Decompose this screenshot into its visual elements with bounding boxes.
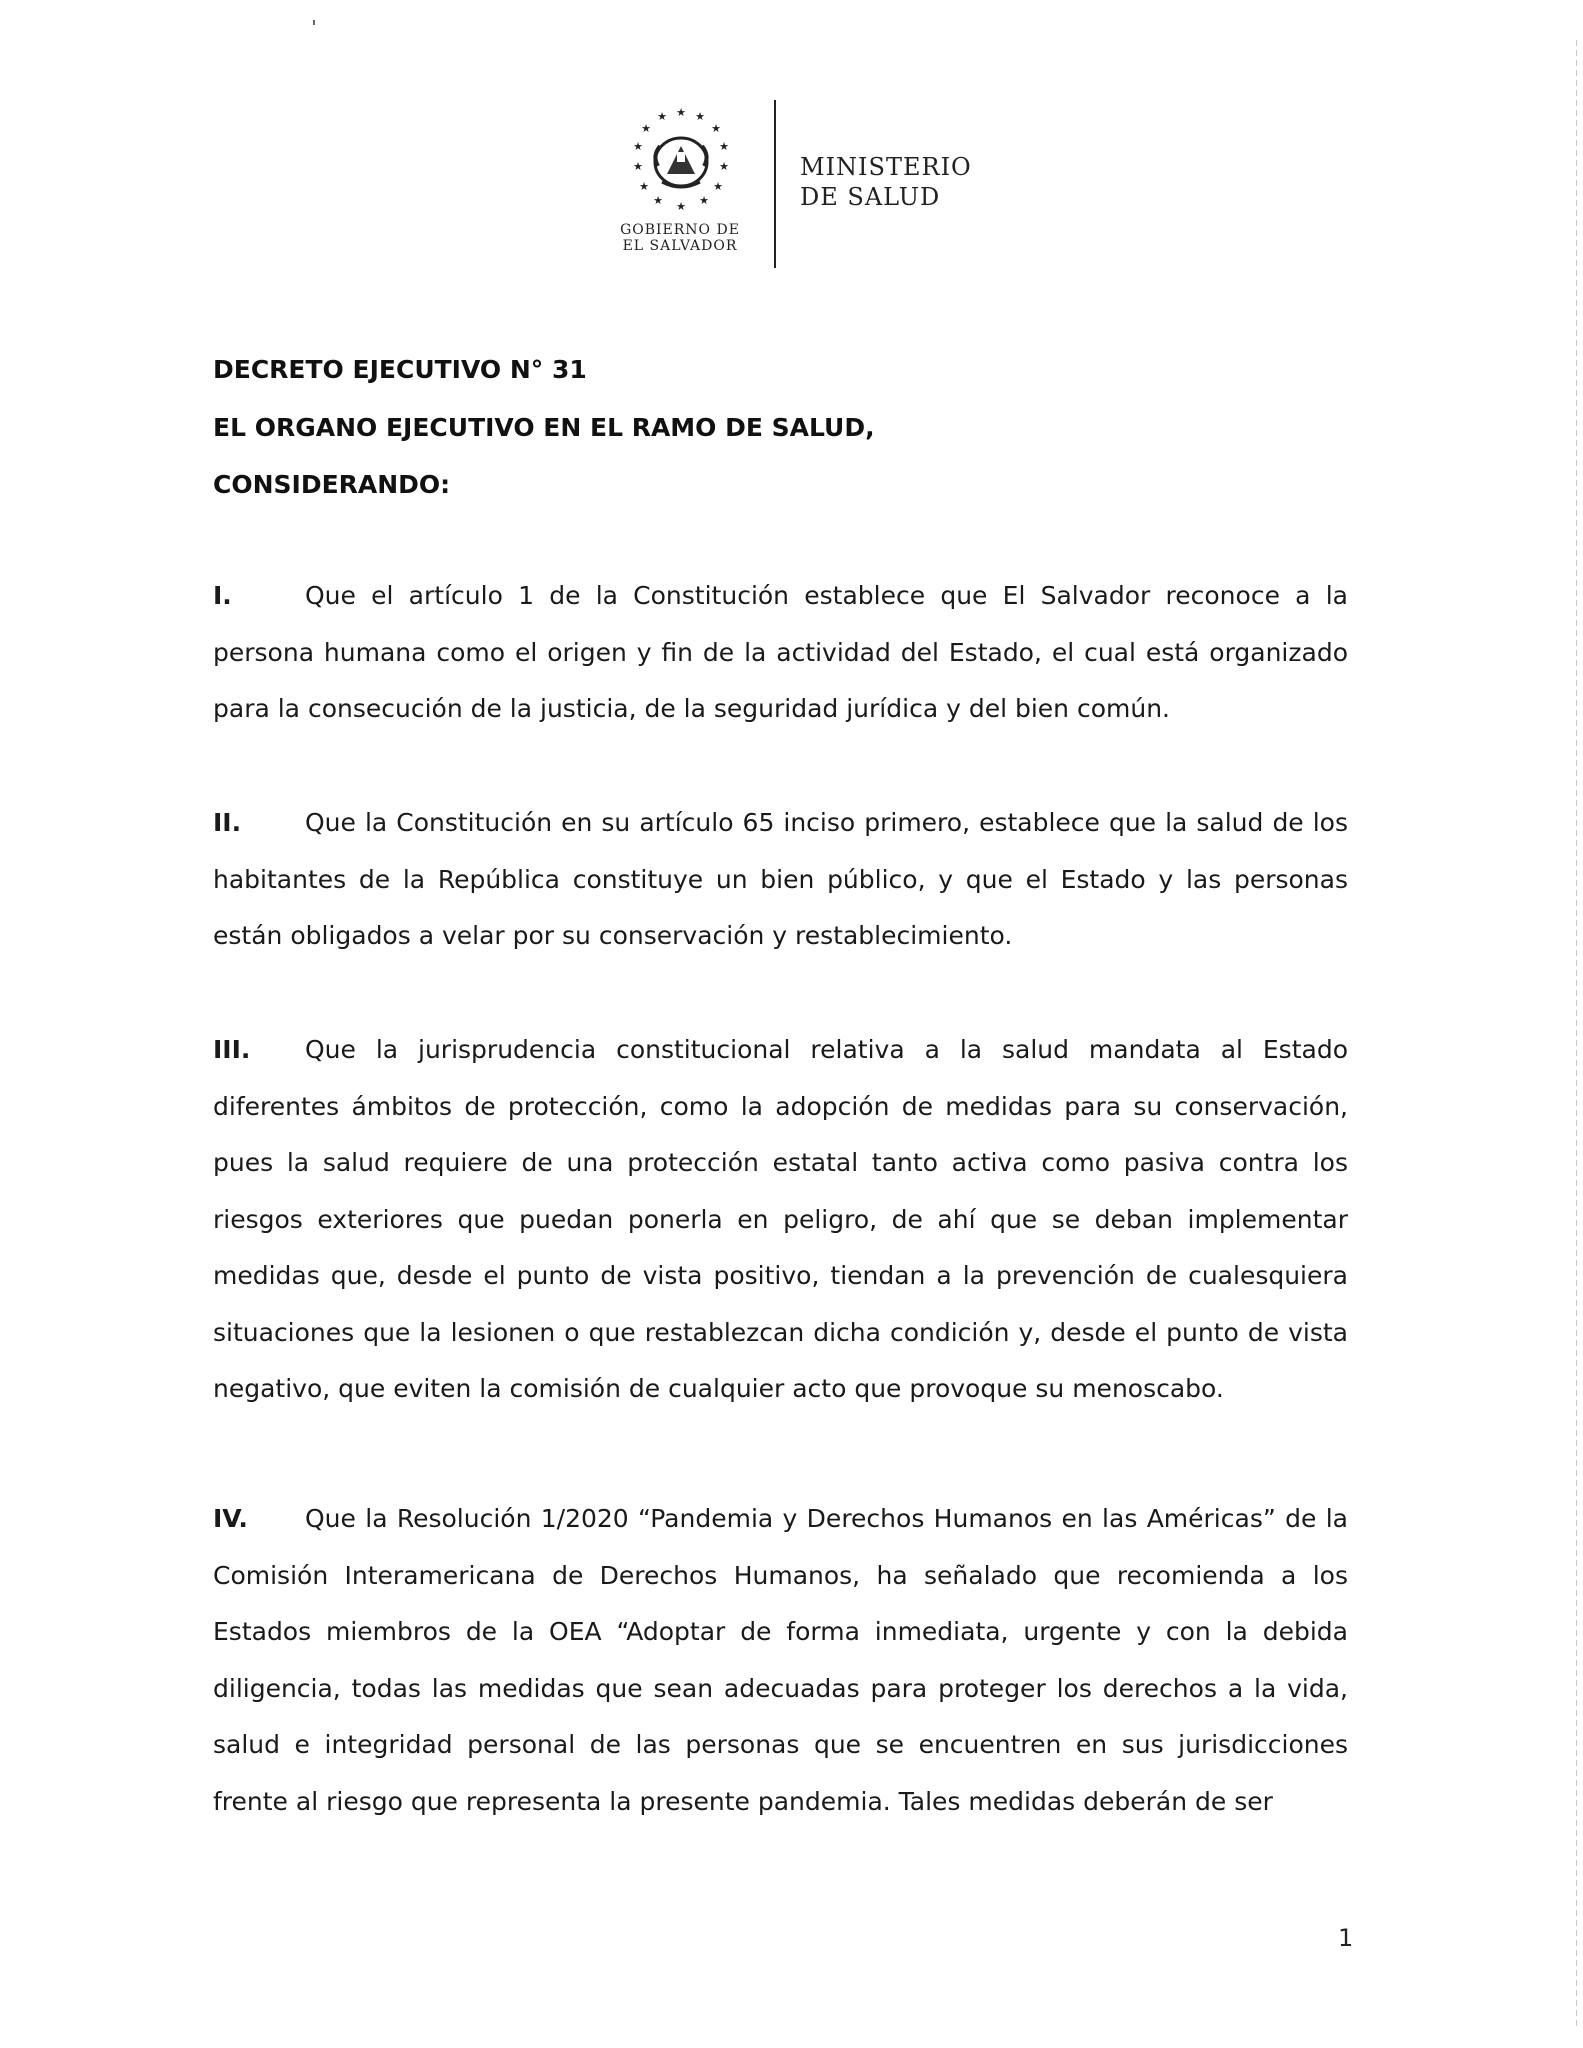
svg-text:★: ★: [657, 110, 667, 123]
considering-heading: CONSIDERANDO:: [213, 470, 451, 499]
svg-text:★: ★: [711, 122, 721, 135]
svg-text:★: ★: [633, 140, 643, 153]
svg-text:★: ★: [676, 106, 686, 119]
decree-title: DECRETO EJECUTIVO N° 31: [213, 355, 587, 384]
paragraph-i: [213, 568, 1348, 738]
letterhead: [600, 100, 1020, 270]
svg-text:★: ★: [713, 180, 723, 193]
header-divider: [774, 100, 776, 268]
paragraph-iii: [213, 1022, 1348, 1418]
svg-text:★: ★: [676, 200, 686, 213]
paragraph-text: Que la jurisprudencia constitucional relativa a la salud mandata al Estado diferentes ámbitos de protección, como la adopción de medidas para su conservación, pues la salud requiere de una protección estatal tanto activa como pasiva contra los riesgos exteriores que puedan ponerla en peligro, de ahí que se deban implementar medidas que, desde el punto de vista positivo, tiendan a la prevención de cualesquiera situaciones que la lesionen o que restablezcan dicha condición y, desde el punto de vista negativo, que eviten la comisión de cualquier acto que provoque su menoscabo.: [213, 1035, 1348, 1403]
scan-edge-line: [1576, 40, 1577, 2030]
ministry-name: MINISTERIO DE SALUD: [800, 153, 972, 211]
page-number: 1: [1338, 1924, 1354, 1952]
svg-text:★: ★: [695, 110, 705, 123]
scan-speck: [313, 20, 315, 25]
paragraph-ii: [213, 795, 1348, 965]
svg-text:★: ★: [719, 140, 729, 153]
government-name: GOBIERNO DE EL SALVADOR: [620, 222, 740, 254]
paragraph-text: Que la Constitución en su artículo 65 inciso primero, establece que la salud de los habitantes de la República constituye un bien público, y que el Estado y las personas están obligados a velar por su conservación y restablecimiento.: [213, 808, 1348, 950]
issuer-line: EL ORGANO EJECUTIVO EN EL RAMO DE SALUD,: [213, 413, 875, 442]
el-salvador-coat-of-arms-icon: [618, 104, 744, 220]
svg-text:★: ★: [641, 122, 651, 135]
paragraph-text: Que la Resolución 1/2020 “Pandemia y Derechos Humanos en las Américas” de la Comisión Interamericana de Derechos Humanos, ha señalado que recomienda a los Estados miembros de la OEA “Adoptar de forma inmediata, urgente y con la debida diligencia, todas las medidas que sean adecuadas para proteger los derechos a la vida, salud e integridad personal de las personas que se encuentren en sus jurisdicciones frente al riesgo que representa la presente pandemia. Tales medidas deberán de ser: [213, 1504, 1348, 1816]
paragraph-numeral: IV.: [213, 1504, 248, 1533]
svg-text:★: ★: [639, 180, 649, 193]
svg-text:★: ★: [653, 194, 663, 207]
svg-text:★: ★: [719, 160, 729, 173]
paragraph-numeral: III.: [213, 1035, 251, 1064]
paragraph-numeral: II.: [213, 808, 242, 837]
paragraph-iv: [213, 1491, 1348, 1830]
svg-text:★: ★: [699, 194, 709, 207]
svg-text:★: ★: [633, 160, 643, 173]
paragraph-text: Que el artículo 1 de la Constitución establece que El Salvador reconoce a la persona humana como el origen y fin de la actividad del Estado, el cual está organizado para la consecución de la justicia, de la seguridad jurídica y del bien común.: [213, 581, 1348, 723]
paragraph-numeral: I.: [213, 581, 232, 610]
